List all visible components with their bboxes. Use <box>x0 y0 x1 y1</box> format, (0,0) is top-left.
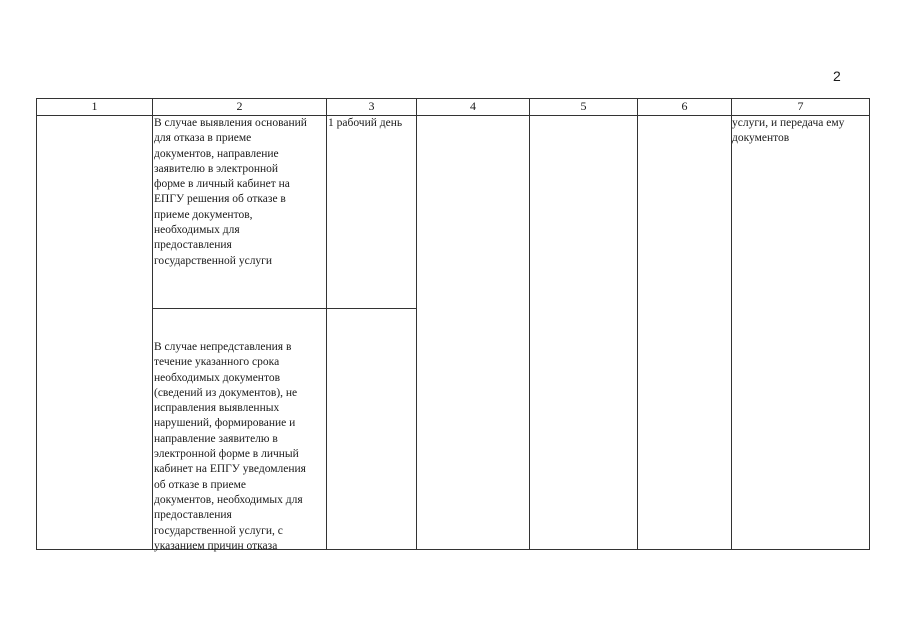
col-divider-1 <box>152 98 153 550</box>
cell-col2-refusal-reasons: В случае выявления оснований для отказа в приеме документов, направление заявителю в электронной форме в личный кабинет на ЕПГУ решения об отказе в приеме документов, необходимых для предоставления государственной услуги <box>154 117 307 267</box>
col-divider-5 <box>637 98 638 550</box>
cell-col2-missing-documents: В случае непредставления в течение указанного срока необходимых документов (сведений из документов), не исправления выявленных нарушений, формирование и направление заявителю в электронной форме в личный кабинет на ЕПГУ уведомления об отказе в приеме документов, необходимых для предоставления государственной услуги, с указанием причин отказа <box>154 341 306 552</box>
column-header-5: 5 <box>580 99 587 113</box>
column-header-6: 6 <box>681 99 688 113</box>
column-header-3: 3 <box>368 99 375 113</box>
column-header-4: 4 <box>470 99 476 113</box>
column-header-7: 7 <box>797 99 804 113</box>
table-left-border <box>36 98 37 550</box>
document-table <box>36 98 870 550</box>
col-divider-6 <box>731 98 732 550</box>
column-header-2: 2 <box>236 99 243 113</box>
col-divider-4 <box>529 98 530 550</box>
row-divider-col2-col3 <box>152 308 416 309</box>
column-header-1: 1 <box>91 99 98 113</box>
cell-col3-deadline: 1 рабочий день <box>328 117 403 129</box>
cell-col7-result: услуги, и передача ему документов <box>732 117 845 145</box>
col-divider-3 <box>416 98 417 550</box>
table-right-border <box>869 98 870 550</box>
page-number: 2 <box>833 68 841 84</box>
